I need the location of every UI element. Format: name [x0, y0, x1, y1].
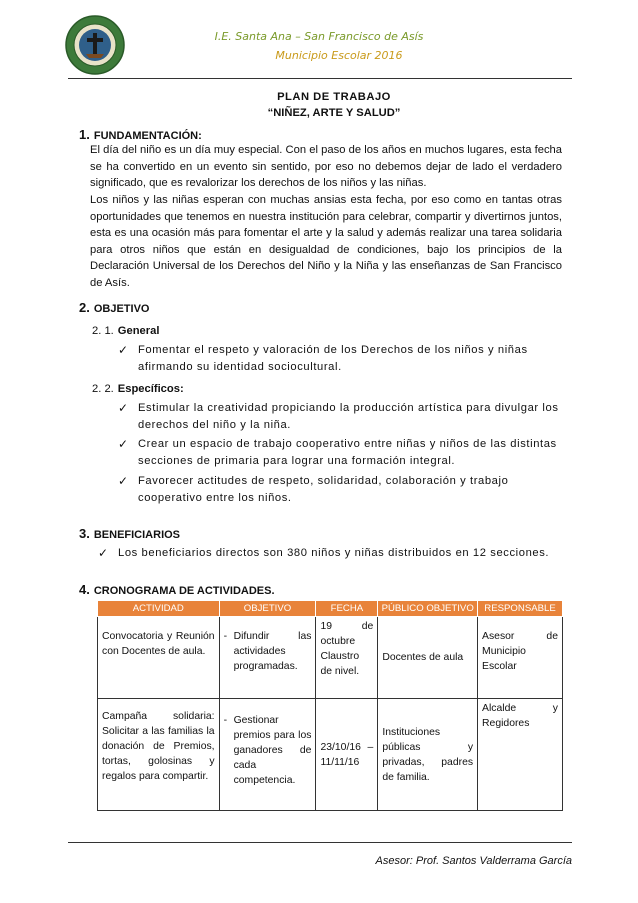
subsection-number: 2. 2. [92, 383, 114, 395]
column-header: PÚBLICO OBJETIVO [378, 601, 478, 617]
specific-objective-item [120, 473, 562, 507]
footer-divider [68, 842, 572, 843]
document-subtitle: “NIÑEZ, ARTE Y SALUD” [267, 107, 401, 119]
subsection-general-heading [92, 325, 159, 337]
cell-fecha: 19 de octubre Claustro de nivel. [316, 617, 378, 699]
specific-objective-item [120, 400, 562, 434]
cell-text: Difundir las actividades programadas. [233, 631, 312, 672]
cell-responsable: Asesor de Municipio Escolar [478, 617, 563, 699]
section-number: 4. [79, 582, 90, 597]
subsection-specific-heading [92, 383, 184, 395]
section-1-paragraph-2: Los niños y las niñas esperan con muchas ansias esta fecha, por eso como en tantas otras oportunidades que tenemos en nuestra institución para celebrar, compartir y divertirnos juntos, esta es una ocasión más para fomentar el arte y la salud y además realizar una tarea solidaria para otros niños que están en desigualdad de condiciones, bajo los principios de la Declaración Universal de los Derechos del Niño y la Niña y las enseñanzas de San Francisco de Asís. [90, 194, 562, 289]
section-title: FUNDAMENTACIÓN: [93, 130, 202, 142]
column-header: FECHA [316, 601, 378, 617]
cell-objetivo [219, 617, 316, 699]
check-icon: ✓ [118, 474, 129, 488]
list-item-text: Favorecer actitudes de respeto, solidaridad, colaboración y trabajo cooperativo entre los niños. [138, 475, 509, 504]
activities-table [97, 600, 563, 811]
column-header: RESPONSABLE [478, 601, 563, 617]
list-item-text: Crear un espacio de trabajo cooperativo entre niñas y niños de las distintas secciones de primaria para lograr una formación integral. [138, 438, 557, 467]
general-objective-item [120, 342, 562, 376]
cell-publico: Docentes de aula [378, 617, 478, 699]
dash-marker: - [223, 631, 228, 642]
check-icon: ✓ [118, 437, 129, 451]
header-subtitle: Municipio Escolar 2016 [275, 49, 403, 62]
table-row [98, 699, 563, 811]
section-3-heading [79, 526, 180, 541]
check-icon: ✓ [118, 401, 129, 415]
cell-actividad: Campaña solidaria: Solicitar a las familias la donación de Premios, tortas, golosinas y regalos para compartir. [98, 699, 220, 811]
section-title: CRONOGRAMA DE ACTIVIDADES. [93, 585, 275, 597]
table-row [98, 617, 563, 699]
check-icon: ✓ [98, 546, 109, 560]
section-title: OBJETIVO [93, 303, 150, 315]
cell-fecha: 23/10/16 – 11/11/16 [316, 699, 378, 811]
cell-actividad: Convocatoria y Reunión con Docentes de aula. [98, 617, 220, 699]
section-title: BENEFICIARIOS [93, 529, 181, 541]
section-1-heading [79, 127, 202, 142]
dash-marker: - [223, 715, 228, 726]
cell-responsable: Alcalde y Regidores [478, 699, 563, 811]
cell-text: Gestionar premios para los ganadores de cada competencia. [233, 715, 312, 786]
list-item-text: Estimular la creatividad propiciando la producción artística para divulgar los derechos del niño y la niña. [138, 402, 559, 431]
specific-objective-item [120, 436, 562, 470]
header-divider [68, 78, 572, 79]
section-number: 1. [79, 127, 90, 142]
list-item-text: Fomentar el respeto y valoración de los Derechos de los niños y niñas afirmando su identidad sociocultural. [138, 344, 528, 373]
cell-publico: Instituciones públicas y privadas, padres de familia. [378, 699, 478, 811]
check-icon: ✓ [118, 343, 129, 357]
beneficiaries-item [100, 545, 570, 562]
table-header-row [98, 601, 563, 617]
subsection-title: Específicos: [117, 383, 184, 395]
list-item-text: Los beneficiarios directos son 380 niños y niñas distribuidos en 12 secciones. [118, 547, 550, 559]
section-1-paragraph-1: El día del niño es un día muy especial. Con el paso de los años en muchos lugares, esta fecha se ha convertido en un evento sin sentido, por eso no debemos dejar de lado el verdadero significado, que es revalorizar los derechos de los niños y las niñas. [90, 144, 562, 190]
footer-author: Asesor: Prof. Santos Valderrama García [375, 855, 572, 867]
school-crest-icon [64, 14, 126, 76]
subsection-number: 2. 1. [92, 325, 114, 337]
section-2-heading [79, 300, 149, 315]
section-4-heading [79, 582, 275, 597]
header-school-name: I.E. Santa Ana – San Francisco de Asís [214, 30, 424, 43]
subsection-title: General [117, 325, 160, 337]
section-number: 3. [79, 526, 90, 541]
section-number: 2. [79, 300, 90, 315]
column-header: ACTIVIDAD [98, 601, 220, 617]
column-header: OBJETIVO [219, 601, 316, 617]
cell-objetivo [219, 699, 316, 811]
document-title: PLAN DE TRABAJO [277, 91, 391, 103]
